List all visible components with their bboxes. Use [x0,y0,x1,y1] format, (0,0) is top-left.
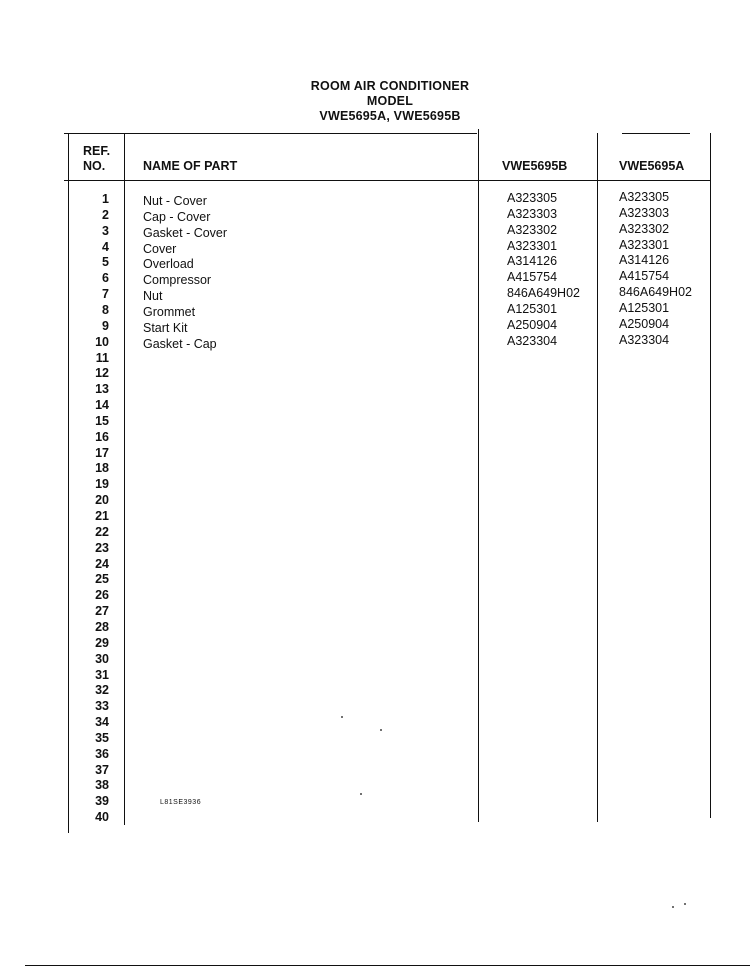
part-number-vwe5695b: A125301 [507,302,558,316]
ref-number: 40 [95,810,109,824]
ref-number: 2 [102,208,109,222]
ref-number: 36 [95,747,109,761]
scan-speck [380,729,382,731]
part-name: Cap - Cover [143,210,211,224]
ref-number: 20 [95,493,109,507]
column-divider-b [478,129,479,822]
ref-number: 28 [95,620,109,634]
ref-number: 34 [95,715,109,729]
ref-number: 35 [95,731,109,745]
ref-number: 16 [95,430,109,444]
column-divider-name [124,133,125,825]
scan-speck [684,903,686,905]
ref-number: 37 [95,763,109,777]
part-number-vwe5695a: A125301 [619,301,670,315]
table-top-rule-right [622,133,690,134]
title-line-1: ROOM AIR CONDITIONER [310,79,470,93]
header-vwe5695a: VWE5695A [619,159,685,173]
ref-number: 19 [95,477,109,491]
ref-number: 23 [95,541,109,555]
scan-speck [360,793,362,795]
header-no: NO. [83,159,106,173]
ref-number: 24 [95,557,109,571]
ref-number: 29 [95,636,109,650]
ref-number: 21 [95,509,109,523]
ref-number: 10 [95,335,109,349]
ref-number: 6 [102,271,109,285]
part-number-vwe5695b: 846A649H02 [507,286,580,300]
part-name: Compressor [143,273,212,287]
title-line-3: VWE5695A, VWE5695B [319,109,461,123]
part-name: Start Kit [143,321,188,335]
part-number-vwe5695a: A323304 [619,333,670,347]
header-vwe5695b: VWE5695B [502,159,568,173]
ref-number: 14 [95,398,109,412]
title-line-2: MODEL [366,94,414,108]
part-name: Gasket - Cap [143,337,217,351]
ref-number: 4 [102,240,109,254]
ref-number: 32 [95,683,109,697]
part-name: Overload [143,257,194,271]
ref-number: 38 [95,778,109,792]
part-number-vwe5695b: A323303 [507,207,558,221]
part-number-vwe5695a: A323303 [619,206,670,220]
ref-number: 25 [95,572,109,586]
table-top-rule [64,133,477,134]
part-number-vwe5695b: A323302 [507,223,558,237]
column-divider-a [597,133,598,822]
ref-number: 5 [102,255,109,269]
part-number-vwe5695a: A250904 [619,317,670,331]
ref-number: 12 [95,366,109,380]
bottom-rule [25,965,750,966]
header-name-of-part: NAME OF PART [143,159,238,173]
header-ref: REF. [83,144,111,158]
ref-number: 30 [95,652,109,666]
ref-number: 13 [95,382,109,396]
part-number-vwe5695b: A314126 [507,254,558,268]
ref-number: 26 [95,588,109,602]
column-divider-right [710,133,711,818]
part-name: Nut [143,289,163,303]
ref-number: 3 [102,224,109,238]
ref-number: 1 [102,192,109,206]
part-number-vwe5695a: A323301 [619,238,670,252]
part-number-vwe5695a: A323302 [619,222,670,236]
ref-number: 31 [95,668,109,682]
scan-speck [672,906,674,908]
part-name: Cover [143,242,177,256]
ref-number: 9 [102,319,109,333]
ref-number: 11 [95,351,109,365]
ref-number: 27 [95,604,109,618]
column-divider-left [68,133,69,833]
part-name: Grommet [143,305,196,319]
ref-number: 17 [95,446,109,460]
ref-number: 33 [95,699,109,713]
part-number-vwe5695b: A323304 [507,334,558,348]
part-number-vwe5695a: 846A649H02 [619,285,692,299]
scan-speck [341,716,343,718]
ref-number: 18 [95,461,109,475]
part-number-vwe5695b: A323301 [507,239,558,253]
part-number-vwe5695a: A314126 [619,253,670,267]
footer-code: L81SE3936 [160,799,202,806]
ref-number: 39 [95,794,109,808]
header-bottom-rule [64,180,711,181]
ref-number: 15 [95,414,109,428]
part-number-vwe5695b: A415754 [507,270,558,284]
part-name: Gasket - Cover [143,226,228,240]
part-number-vwe5695b: A250904 [507,318,558,332]
ref-number: 8 [102,303,109,317]
ref-number: 22 [95,525,109,539]
part-number-vwe5695b: A323305 [507,191,558,205]
part-number-vwe5695a: A323305 [619,190,670,204]
part-number-vwe5695a: A415754 [619,269,670,283]
part-name: Nut - Cover [143,194,207,208]
ref-number: 7 [102,287,109,301]
